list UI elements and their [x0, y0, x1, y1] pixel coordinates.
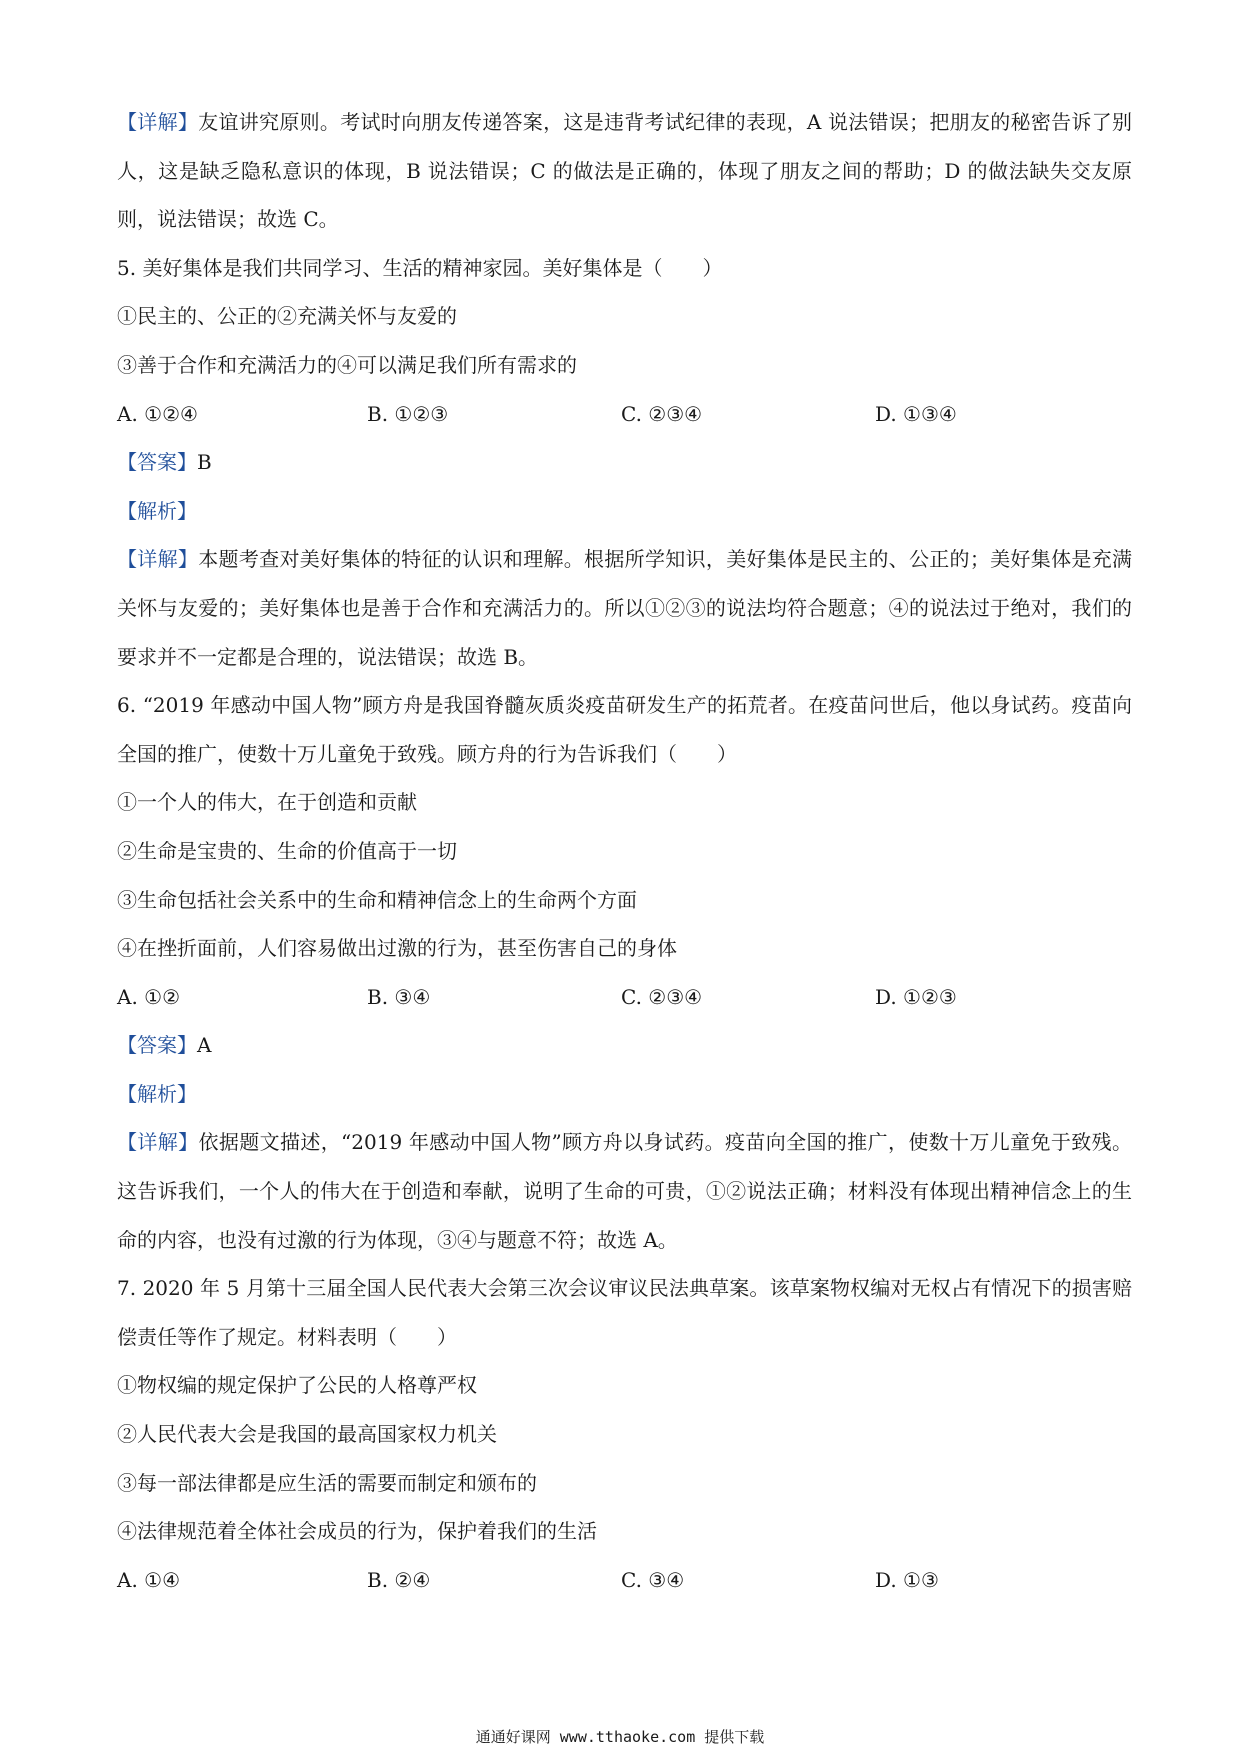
detail-tag: 【详解】: [117, 110, 199, 134]
answer-value: B: [197, 450, 212, 475]
q5-options: [117, 390, 1132, 439]
q7-stem: 7. 2020 年 5 月第十三届全国人民代表大会第三次会议审议民法典草案。该草案物权编对无权占有情况下的损害赔偿责任等作了规定。材料表明（ ）: [117, 1276, 1132, 1349]
q5-option-d: D. ①③④: [875, 401, 957, 426]
q7-option-d: D. ①③: [875, 1567, 939, 1592]
answer-tag: 【答案】: [117, 1033, 197, 1058]
q6-analysis: [117, 1070, 1132, 1119]
q5-answer: [117, 438, 1132, 487]
detail-text: 友谊讲究原则。考试时向朋友传递答案，这是违背考试纪律的表现，A 说法错误；把朋友的秘密告诉了别人，这是缺乏隐私意识的体现，B 说法错误；C 的做法是正确的，体现了朋友之间的帮助；D 的做法缺失交友原则，说法错误；故选 C。: [117, 110, 1133, 232]
q6-item-2: ②生命是宝贵的、生命的价值高于一切: [117, 838, 457, 863]
q7-options: [117, 1556, 1132, 1605]
q6-item-3: ③生命包括社会关系中的生命和精神信念上的生命两个方面: [117, 887, 637, 912]
q6-item-1: ①一个人的伟大，在于创造和贡献: [117, 790, 417, 815]
q6-option-c: C. ②③④: [621, 984, 703, 1009]
q6-answer: [117, 1021, 1132, 1070]
q5-stem: 5. 美好集体是我们共同学习、生活的精神家园。美好集体是（ ）: [117, 255, 723, 280]
detail-tag: 【详解】: [117, 1130, 199, 1155]
q6-option-d: D. ①②③: [875, 984, 957, 1009]
q7-option-a: A. ①④: [117, 1567, 181, 1592]
q7-item-2: ②人民代表大会是我国的最高国家权力机关: [117, 1422, 497, 1447]
q5-detail: [117, 535, 1132, 681]
page-content: [117, 98, 1132, 1604]
q7-item-4: ④法律规范着全体社会成员的行为，保护着我们的生活: [117, 1519, 597, 1544]
detail-text: 依据题文描述，“2019 年感动中国人物”顾方舟以身试药。疫苗向全国的推广，使数十万儿童免于致残。这告诉我们，一个人的伟大在于创造和奉献，说明了生命的可贵，①②说法正确；材料没有体现出精神信念上的生命的内容，也没有过激的行为体现，③④与题意不符；故选 A。: [117, 1130, 1132, 1252]
q5-option-c: C. ②③④: [621, 401, 703, 426]
answer-tag: 【答案】: [117, 450, 197, 475]
detail-tag: 【详解】: [117, 547, 199, 572]
q7-option-c: C. ③④: [621, 1567, 685, 1592]
q7-option-b: B. ②④: [367, 1567, 431, 1592]
detail-text: 本题考查对美好集体的特征的认识和理解。根据所学知识，美好集体是民主的、公正的；美好集体是充满关怀与友爱的；美好集体也是善于合作和充满活力的。所以①②③的说法均符合题意；④的说法过于绝对，我们的要求并不一定都是合理的，说法错误；故选 B。: [117, 547, 1133, 669]
q6-stem: 6. “2019 年感动中国人物”顾方舟是我国脊髓灰质炎疫苗研发生产的拓荒者。在疫苗问世后，他以身试药。疫苗向全国的推广，使数十万儿童免于致残。顾方舟的行为告诉我们（ ）: [117, 693, 1132, 766]
page-footer: 通通好课网 www.tthaoke.com 提供下载: [475, 1728, 765, 1746]
q5-item-2: ③善于合作和充满活力的④可以满足我们所有需求的: [117, 352, 577, 377]
analysis-tag: 【解析】: [117, 1081, 197, 1106]
q7-item-3: ③每一部法律都是应生活的需要而制定和颁布的: [117, 1470, 537, 1495]
q5-option-b: B. ①②③: [367, 401, 449, 426]
q6-detail: [117, 1118, 1132, 1264]
analysis-tag: 【解析】: [117, 498, 197, 523]
q6-item-4: ④在挫折面前，人们容易做出过激的行为，甚至伤害自己的身体: [117, 936, 677, 961]
q7-item-1: ①物权编的规定保护了公民的人格尊严权: [117, 1373, 477, 1398]
q5-item-1: ①民主的、公正的②充满关怀与友爱的: [117, 304, 457, 329]
q6-options: [117, 973, 1132, 1022]
q6-option-b: B. ③④: [367, 984, 431, 1009]
q5-analysis: [117, 487, 1132, 536]
answer-value: A: [197, 1033, 212, 1058]
q5-option-a: A. ①②④: [117, 401, 198, 426]
q6-option-a: A. ①②: [117, 984, 181, 1009]
prev-detail: [117, 98, 1132, 244]
